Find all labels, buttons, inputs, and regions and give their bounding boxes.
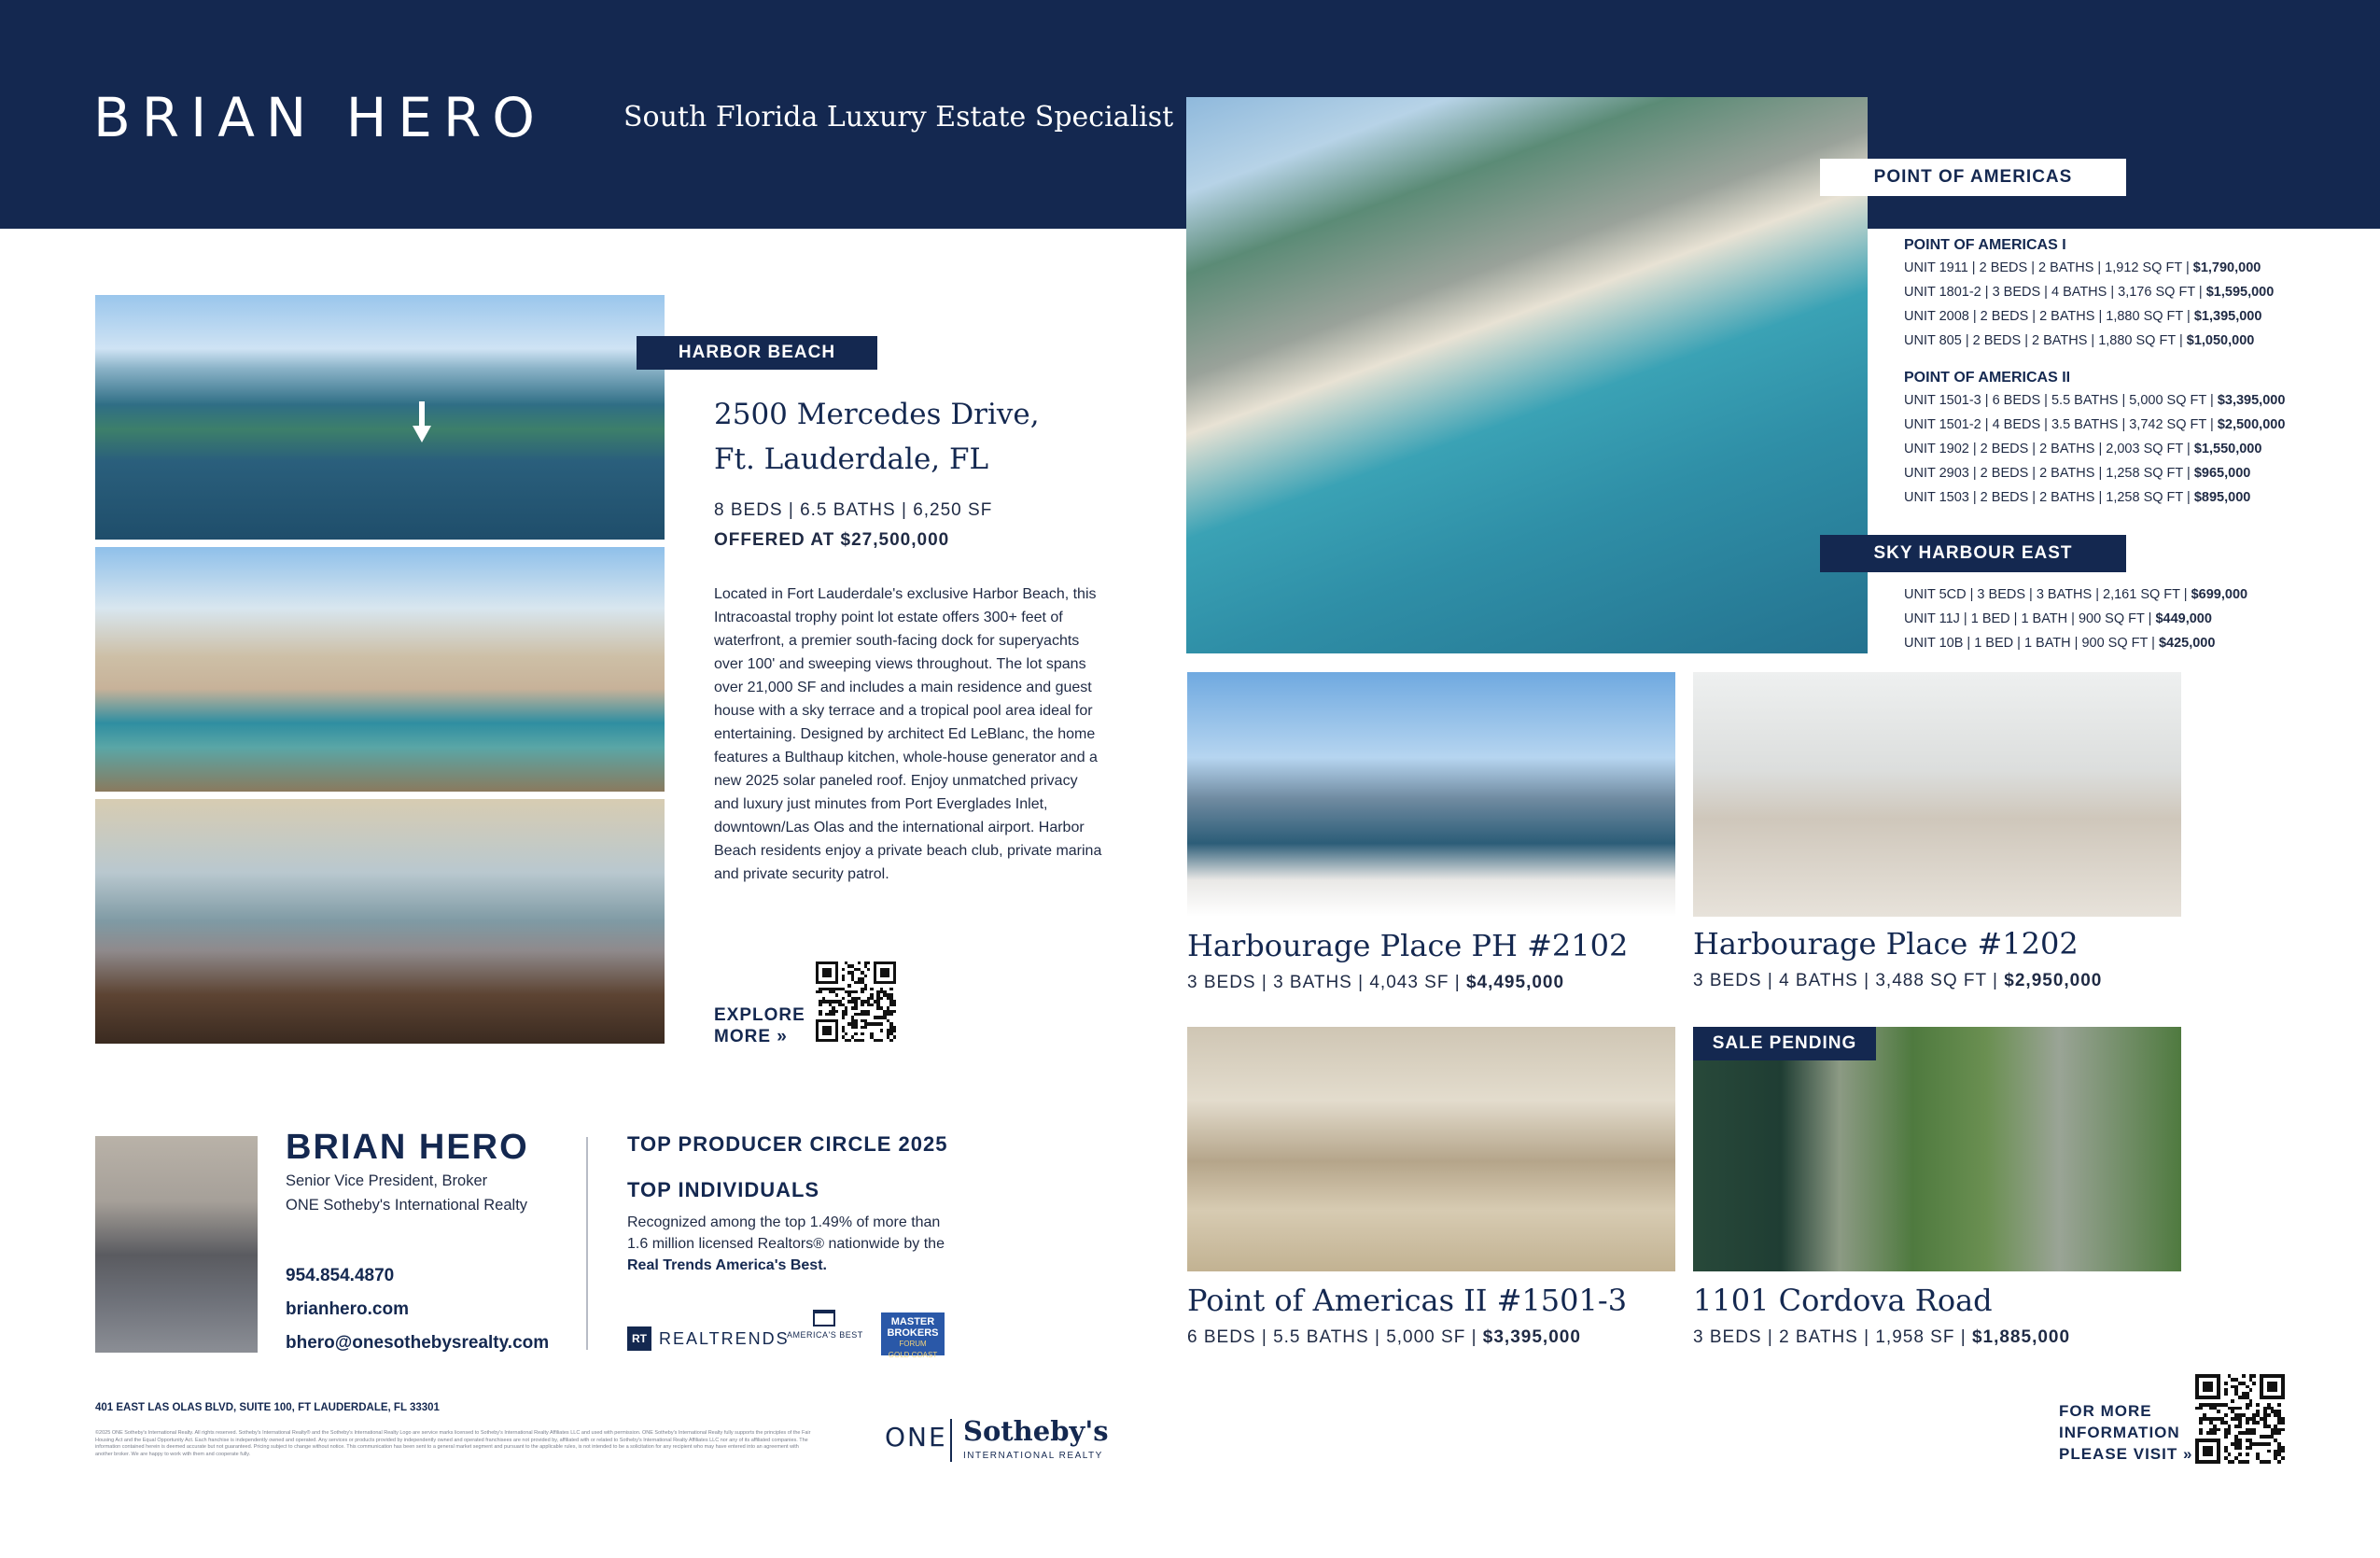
qr-module: [870, 1004, 873, 1006]
logo-divider: [950, 1419, 952, 1462]
unit-line: UNIT 1911 | 2 BEDS | 2 BATHS | 1,912 SQ FT | $1,790,000: [1904, 260, 2261, 275]
americas-best-wordmark: AMERICA'S BEST: [787, 1330, 863, 1340]
qr-module: [847, 1039, 850, 1042]
cta-line: PLEASE VISIT »: [2059, 1445, 2193, 1463]
qr-module: [867, 961, 870, 964]
unit-line: UNIT 805 | 2 BEDS | 2 BATHS | 1,880 SQ FT | $1,050,000: [1904, 333, 2255, 348]
qr-module: [2238, 1446, 2242, 1450]
gallery-specs: 6 BEDS | 5.5 BATHS | 5,000 SF | $3,395,000: [1187, 1327, 1581, 1347]
qr-module: [2246, 1421, 2249, 1425]
qr-module: [835, 993, 838, 996]
qr-module: [858, 961, 861, 964]
qr-module: [2224, 1382, 2228, 1385]
brand-name: BRIAN HERO: [93, 86, 546, 149]
qr-finder: [880, 968, 889, 977]
qr-module: [2246, 1460, 2249, 1464]
sothebys-wordmark: Sotheby's: [963, 1415, 1109, 1447]
qr-module: [2252, 1382, 2256, 1385]
qr-module: [2242, 1374, 2246, 1378]
gallery-title: 1101 Cordova Road: [1693, 1283, 1993, 1318]
qr-module: [2249, 1403, 2253, 1407]
qr-module: [2281, 1456, 2285, 1460]
qr-module: [2246, 1407, 2249, 1411]
qr-module: [842, 968, 845, 971]
qr-finder: [2203, 1382, 2214, 1393]
group-title: POINT OF AMERICAS I: [1904, 237, 2066, 253]
sky-harbour-tag: SKY HARBOUR EAST: [1820, 535, 2126, 572]
gallery-specs: 3 BEDS | 4 BATHS | 3,488 SQ FT | $2,950,000: [1693, 971, 2103, 990]
more-info-link[interactable]: [2059, 1400, 2192, 1465]
qr-module: [854, 1006, 857, 1009]
location-marker-icon: [419, 401, 425, 428]
explore-line-1: EXPLORE: [714, 1005, 805, 1025]
qr-module: [893, 1035, 896, 1038]
unit-line: UNIT 1501-3 | 6 BEDS | 5.5 BATHS | 5,000 SQ FT | $3,395,000: [1904, 393, 2286, 408]
qr-module: [2249, 1446, 2253, 1450]
point-of-americas-list: [1904, 237, 2285, 510]
qr-module: [2213, 1431, 2217, 1435]
qr-module: [889, 988, 892, 990]
qr-module: [880, 1022, 883, 1025]
qr-module: [864, 975, 867, 977]
qr-module: [2267, 1450, 2271, 1453]
gallery-title: Harbourage Place PH #2102: [1187, 928, 1629, 963]
location-arrow-icon: [413, 426, 431, 442]
agent-website-link[interactable]: brianhero.com: [286, 1299, 409, 1319]
qr-module: [2238, 1425, 2242, 1428]
qr-module: [864, 988, 867, 990]
sale-pending-badge: SALE PENDING: [1693, 1027, 1876, 1060]
qr-module: [2238, 1453, 2242, 1456]
qr-module: [889, 1039, 892, 1042]
listing-description: Located in Fort Lauderdale's exclusive Harbor Beach, this Intracoastal trophy point lot estate offers 300+ feet of waterfront, a premier south-facing dock for superyachts over 100' and sweeping views throughout. The lot spans over 21,000 SF and includes a main residence and guest house with a sky terrace and a tropical pool area ideal for entertaining. Designed by architect Ed LeBlanc, the home features a Bulthaup kitchen, whole-house generator and a new 2025 solar paneled roof. Enjoy unmatched privacy and luxury just minutes from Port Everglades Inlet, downtown/Las Olas and the international airport. Harbor Beach residents enjoy a private beach club, private marina and private security patrol.: [714, 586, 1102, 882]
agent-name: BRIAN HERO: [286, 1128, 529, 1167]
office-address: 401 EAST LAS OLAS BLVD, SUITE 100, FT LAUDERDALE, FL 33301: [95, 1402, 440, 1413]
qr-module: [2277, 1460, 2281, 1464]
qr-module: [2228, 1431, 2232, 1435]
unit-line: UNIT 2903 | 2 BEDS | 2 BATHS | 1,258 SQ FT | $965,000: [1904, 466, 2251, 481]
qr-module: [2224, 1435, 2228, 1439]
qr-module: [2199, 1421, 2203, 1425]
agent-company: ONE Sotheby's International Realty: [286, 1197, 528, 1214]
qr-module: [845, 1013, 847, 1016]
qr-module: [832, 1013, 834, 1016]
qr-module: [893, 1004, 896, 1006]
unit-line: UNIT 1902 | 2 BEDS | 2 BATHS | 2,003 SQ FT | $1,550,000: [1904, 442, 2262, 456]
qr-module: [2277, 1403, 2281, 1407]
sky-harbour-list: [1904, 582, 2247, 655]
qr-module: [2281, 1428, 2285, 1432]
unit-line: UNIT 10B | 1 BED | 1 BATH | 900 SQ FT | $425,000: [1904, 636, 2216, 651]
qr-module: [835, 1010, 838, 1013]
qr-module: [854, 1026, 857, 1029]
qr-module: [2249, 1388, 2253, 1392]
qr-module: [2256, 1403, 2260, 1407]
realtrends-wordmark: REALTRENDS: [659, 1328, 790, 1348]
explore-more-link[interactable]: [714, 1004, 805, 1047]
qr-module: [842, 1016, 845, 1018]
qr-module: [880, 1039, 883, 1042]
qr-module: [845, 1032, 847, 1035]
agent-email-link[interactable]: bhero@onesothebysrealty.com: [286, 1333, 550, 1353]
qr-module: [880, 1029, 883, 1032]
qr-module: [889, 1013, 892, 1016]
qr-module: [2231, 1460, 2234, 1464]
house-icon: [813, 1310, 835, 1326]
realtrends-icon: RT: [627, 1326, 651, 1351]
qr-module: [2246, 1453, 2249, 1456]
address-line-2: Ft. Lauderdale, FL: [714, 442, 989, 476]
unit-line: UNIT 1503 | 2 BEDS | 2 BATHS | 1,258 SQ FT | $895,000: [1904, 490, 2251, 505]
qr-module: [861, 1004, 863, 1006]
address-line-1: 2500 Mercedes Drive,: [714, 398, 1040, 431]
qr-module: [842, 997, 845, 1000]
qr-code-icon[interactable]: [816, 961, 896, 1042]
qr-finder: [822, 1026, 832, 1035]
agent-phone-link[interactable]: 954.854.4870: [286, 1266, 395, 1285]
sothebys-subtitle: INTERNATIONAL REALTY: [963, 1451, 1103, 1461]
qr-module: [893, 1029, 896, 1032]
gallery-title: Point of Americas II #1501-3: [1187, 1283, 1628, 1318]
qr-module: [2252, 1431, 2256, 1435]
agent-portrait: [95, 1136, 258, 1353]
divider: [586, 1137, 588, 1350]
award-heading: TOP PRODUCER CIRCLE 2025: [627, 1132, 948, 1156]
point-of-americas-tag: POINT OF AMERICAS: [1820, 159, 2126, 196]
qr-module: [861, 990, 863, 993]
harbor-beach-aerial-photo: [95, 295, 665, 540]
qr-module: [2199, 1407, 2203, 1411]
poa-interior-photo: [1187, 1027, 1675, 1271]
agent-title: Senior Vice President, Broker: [286, 1172, 488, 1189]
billiards-room-photo: [95, 799, 665, 1044]
qr-module: [819, 1004, 821, 1006]
gallery-specs: 3 BEDS | 2 BATHS | 1,958 SF | $1,885,000: [1693, 1327, 2071, 1347]
pool-terrace-photo: [95, 547, 665, 792]
harbourage-ph-photo: [1187, 672, 1675, 917]
unit-line: UNIT 5CD | 3 BEDS | 3 BATHS | 2,161 SQ FT | $699,000: [1904, 587, 2248, 602]
qr-module: [847, 984, 850, 987]
tagline: South Florida Luxury Estate Specialist: [623, 101, 1174, 133]
qr-module: [870, 988, 873, 990]
listing-price: OFFERED AT $27,500,000: [714, 530, 950, 550]
qr-module: [2256, 1421, 2260, 1425]
qr-module: [854, 1032, 857, 1035]
qr-finder: [822, 968, 832, 977]
qr-module: [2252, 1374, 2256, 1378]
qr-module: [861, 1032, 863, 1035]
qr-module: [864, 1026, 867, 1029]
qr-module: [842, 977, 845, 980]
award-description: Recognized among the top 1.49% of more than 1.6 million licensed Realtors® nationwide by the Real Trends America's Best.: [627, 1214, 945, 1273]
qr-module: [2228, 1453, 2232, 1456]
master-brokers-logo: MASTER BROKERS FORUM GOLD COAST: [881, 1312, 945, 1355]
harbourage-1202-photo: [1693, 672, 2181, 917]
qr-module: [893, 1010, 896, 1013]
legal-disclaimer: ©2025 ONE Sotheby's International Realty. All rights reserved. Sotheby's International Realty® and the Sotheby's International Realty Logo are service marks licensed to Sotheby's International Realty Affiliates LLC and used with permission. ONE Sotheby's International Realty fully supports the principles of the Fair Housing Act and the Equal Opportunity Act. Each franchise is independently owned and operated. Any services or products provided by independently owned and operated franchisees are not provided by, affiliated with or related to Sotheby's International Realty Affiliates LLC nor any of its affiliated companies. The information contained herein is deemed accurate but not guaranteed. Pricing subject to change without notice. This communication has been sent to a general market segment and pursuant to the applicable rules, is not intended to be a solicitation for any recipient who may have entered into an agreement with another broker. We are happy to work with them and cooperate fully.: [95, 1430, 811, 1457]
cta-line: FOR MORE: [2059, 1402, 2152, 1420]
qr-module: [867, 968, 870, 971]
group-title: POINT OF AMERICAS II: [1904, 370, 2071, 386]
cordova-aerial-photo: [1693, 1027, 2181, 1271]
qr-module: [2231, 1399, 2234, 1403]
qr-module: [2267, 1442, 2271, 1446]
qr-module: [2217, 1428, 2220, 1432]
qr-module: [880, 997, 883, 1000]
qr-module: [2217, 1410, 2220, 1413]
qr-module: [2267, 1413, 2271, 1417]
realtrends-logo: [627, 1326, 790, 1352]
qr-module: [2224, 1392, 2228, 1396]
explore-line-2: MORE »: [714, 1027, 788, 1046]
qr-code-icon[interactable]: [2195, 1374, 2285, 1464]
qr-module: [2224, 1413, 2228, 1417]
listing-specs: 8 BEDS | 6.5 BATHS | 6,250 SF: [714, 500, 993, 520]
qr-module: [819, 1013, 821, 1016]
qr-module: [2267, 1460, 2271, 1464]
qr-module: [854, 990, 857, 993]
gallery-title: Harbourage Place #1202: [1693, 926, 2079, 961]
qr-finder: [2267, 1382, 2278, 1393]
point-of-americas-aerial-photo: [1186, 97, 1868, 653]
qr-finder: [2203, 1446, 2214, 1457]
americas-best-logo: [787, 1310, 861, 1354]
qr-module: [2281, 1450, 2285, 1453]
award-subheading: TOP INDIVIDUALS: [627, 1178, 820, 1201]
unit-line: UNIT 1801-2 | 3 BEDS | 4 BATHS | 3,176 SQ FT | $1,595,000: [1904, 285, 2275, 300]
qr-module: [2277, 1431, 2281, 1435]
qr-module: [2199, 1431, 2203, 1435]
harbor-beach-tag: HARBOR BEACH: [637, 336, 877, 370]
qr-module: [867, 1013, 870, 1016]
qr-module: [2238, 1407, 2242, 1411]
cta-line: INFORMATION: [2059, 1424, 2180, 1441]
unit-line: UNIT 1501-2 | 4 BEDS | 3.5 BATHS | 3,742 SQ FT | $2,500,000: [1904, 417, 2286, 432]
gallery-specs: 3 BEDS | 3 BATHS | 4,043 SF | $4,495,000: [1187, 973, 1565, 992]
unit-line: UNIT 2008 | 2 BEDS | 2 BATHS | 1,880 SQ FT | $1,395,000: [1904, 309, 2262, 324]
sothebys-one-wordmark: ONE: [885, 1422, 947, 1453]
listing-address: [714, 392, 1040, 482]
qr-module: [861, 1039, 863, 1042]
qr-module: [819, 990, 821, 993]
unit-line: UNIT 11J | 1 BED | 1 BATH | 900 SQ FT | $449,000: [1904, 611, 2212, 626]
qr-module: [2281, 1421, 2285, 1425]
